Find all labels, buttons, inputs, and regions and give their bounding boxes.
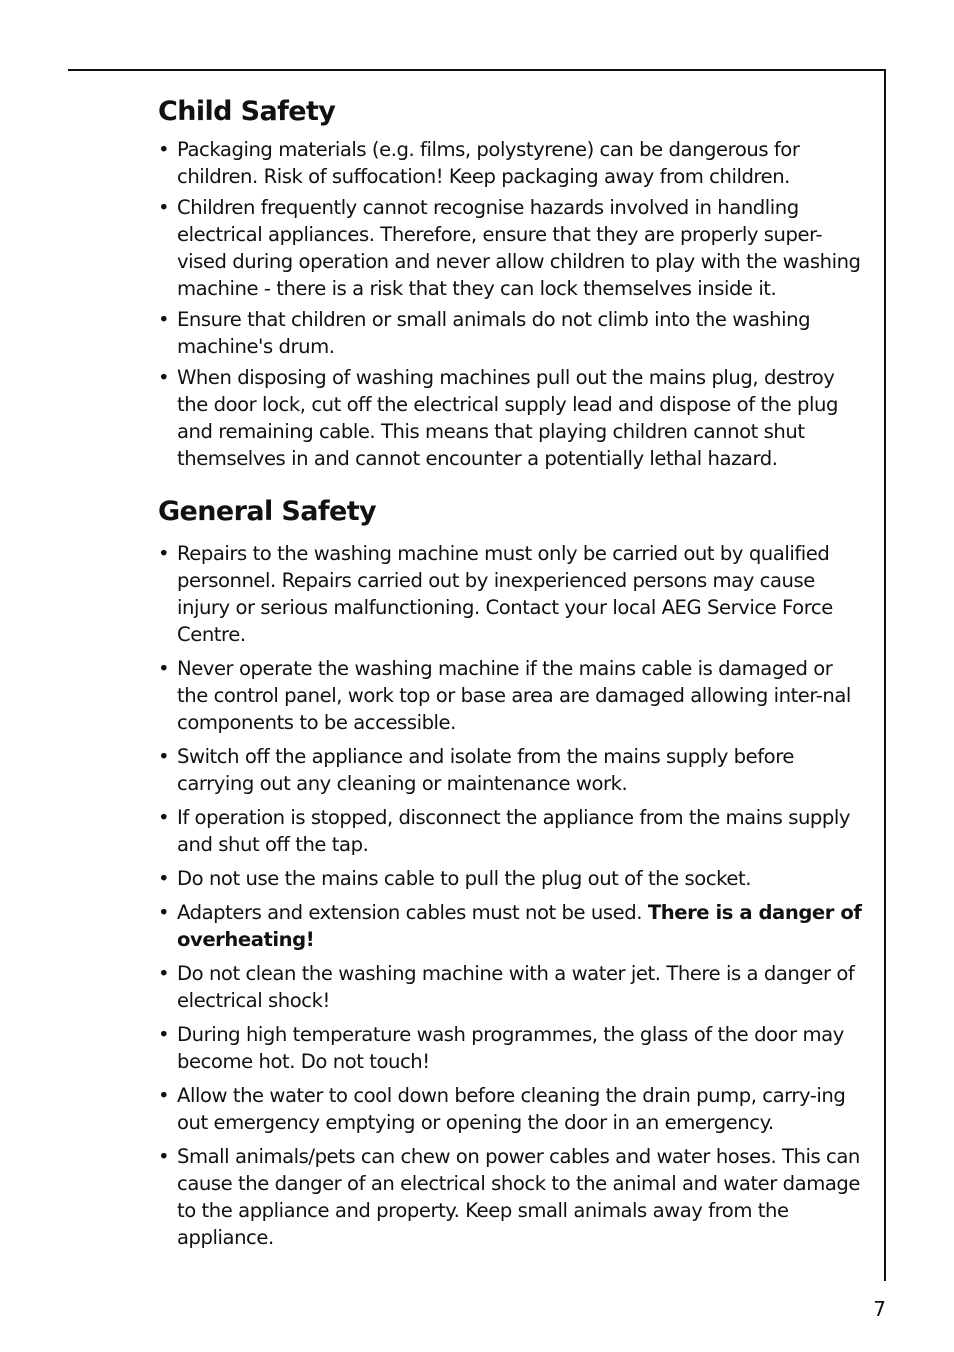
list-item: • Do not use the mains cable to pull the plug out of the socket. <box>158 865 863 892</box>
list-item: • Allow the water to cool down before cleaning the drain pump, carry-ing out emergency emptying or opening the door in an emergency. <box>158 1082 863 1136</box>
list-item: • Never operate the washing machine if the mains cable is damaged or the control panel, work top or base area are damaged allowing inter-nal components to be accessible. <box>158 655 863 736</box>
page-number: 7 <box>873 1297 886 1321</box>
list-item-adapters <box>158 899 863 953</box>
list-item: • If operation is stopped, disconnect the appliance from the mains supply and shut off the tap. <box>158 804 863 858</box>
page-content <box>158 94 863 1258</box>
list-item: • Small animals/pets can chew on power cables and water hoses. This can cause the danger of an electrical shock to the animal and water damage to the appliance and property. Keep small animals away from the appliance. <box>158 1143 863 1251</box>
general-safety-list <box>158 540 863 1251</box>
list-item: • Repairs to the washing machine must only be carried out by qualified personnel. Repairs carried out by inexperienced persons may cause injury or serious malfunctioning. Contact your local AEG Service Force Centre. <box>158 540 863 648</box>
list-item: • Switch off the appliance and isolate from the mains supply before carrying out any cleaning or maintenance work. <box>158 743 863 797</box>
right-rule <box>884 69 886 1281</box>
general-safety-heading: General Safety <box>158 496 377 527</box>
list-item: • During high temperature wash programmes, the glass of the door may become hot. Do not touch! <box>158 1021 863 1075</box>
child-safety-list <box>158 136 863 472</box>
adapters-text: Adapters and extension cables must not be used. <box>177 901 648 924</box>
list-item: • When disposing of washing machines pull out the mains plug, destroy the door lock, cut off the electrical supply lead and dispose of the plug and remaining cable. This means that playing children cannot shut themselves in and cannot encounter a potentially lethal hazard. <box>158 364 863 472</box>
list-item: • Children frequently cannot recognise hazards involved in handling electrical appliances. Therefore, ensure that they are properly super-vised during operation and never allow children to play with the washing machine - there is a risk that they can lock themselves inside it. <box>158 194 863 302</box>
child-safety-heading: Child Safety <box>158 96 336 127</box>
top-rule <box>68 69 886 71</box>
list-item: • Do not clean the washing machine with a water jet. There is a danger of electrical shock! <box>158 960 863 1014</box>
overheating-warning: There is a danger of overheating! <box>177 901 862 951</box>
list-item: • Ensure that children or small animals do not climb into the washing machine's drum. <box>158 306 863 360</box>
list-item: • Packaging materials (e.g. films, polystyrene) can be dangerous for children. Risk of suffocation! Keep packaging away from children. <box>158 136 863 190</box>
